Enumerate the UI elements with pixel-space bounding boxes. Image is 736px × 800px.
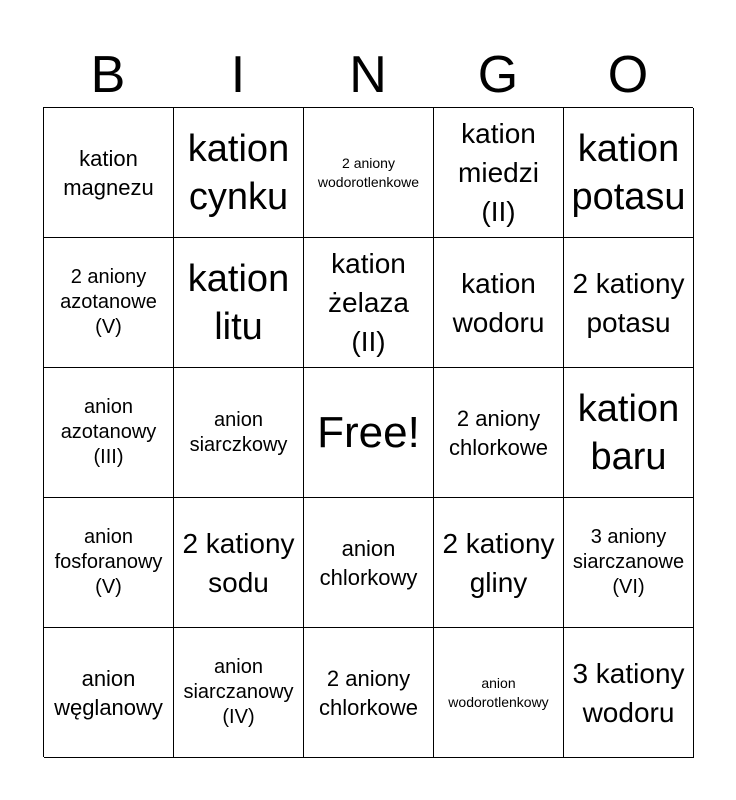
bingo-cell-r2-c2[interactable] xyxy=(174,238,304,368)
cell-text: 3 kationy wodoru xyxy=(572,657,685,728)
cell-text: 2 kationy potasu xyxy=(572,267,685,338)
cell-text: kation miedzi (II) xyxy=(458,118,539,227)
bingo-cell-r3-c1[interactable] xyxy=(44,368,174,498)
bingo-cell-r5-c1[interactable] xyxy=(44,628,174,758)
cell-text: 3 aniony siarczanowe (VI) xyxy=(572,526,685,598)
cell-text: anion wodorotlenkowy xyxy=(448,674,549,710)
cell-text: anion siarczanowy (IV) xyxy=(183,656,294,728)
cell-text: kation litu xyxy=(187,257,290,348)
cell-text: 2 kationy gliny xyxy=(442,527,555,598)
cell-text: kation cynku xyxy=(187,127,290,218)
cell-text: kation baru xyxy=(577,387,680,478)
bingo-cell-r4-c5[interactable] xyxy=(564,498,694,628)
bingo-cell-r5-c4[interactable] xyxy=(434,628,564,758)
bingo-cell-r2-c4[interactable] xyxy=(434,238,564,368)
cell-text: 2 kationy sodu xyxy=(182,527,295,598)
bingo-cell-r4-c1[interactable] xyxy=(44,498,174,628)
header-letter-g: G xyxy=(477,46,519,104)
cell-text: kation magnezu xyxy=(63,145,154,200)
cell-text: 2 aniony wodorotlenkowe xyxy=(317,154,420,190)
cell-text: kation wodoru xyxy=(452,267,545,338)
bingo-cell-r1-c2[interactable] xyxy=(174,108,304,238)
cell-text: anion chlorkowy xyxy=(319,535,418,590)
bingo-card xyxy=(43,107,693,757)
bingo-cell-r4-c4[interactable] xyxy=(434,498,564,628)
header-letter-o: O xyxy=(607,46,649,104)
header-letter-i: I xyxy=(230,46,246,104)
bingo-cell-r1-c1[interactable] xyxy=(44,108,174,238)
cell-text: anion siarczkowy xyxy=(189,408,288,456)
cell-text: anion węglanowy xyxy=(54,665,163,720)
bingo-cell-r1-c4[interactable] xyxy=(434,108,564,238)
bingo-cell-r5-c3[interactable] xyxy=(304,628,434,758)
cell-text: 2 aniony chlorkowe xyxy=(318,665,419,720)
bingo-cell-r2-c3[interactable] xyxy=(304,238,434,368)
bingo-cell-r3-c5[interactable] xyxy=(564,368,694,498)
bingo-cell-r4-c3[interactable] xyxy=(304,498,434,628)
free-space-cell[interactable] xyxy=(304,368,434,498)
bingo-cell-r5-c2[interactable] xyxy=(174,628,304,758)
bingo-cell-r2-c5[interactable] xyxy=(564,238,694,368)
bingo-cell-r3-c2[interactable] xyxy=(174,368,304,498)
bingo-cell-r5-c5[interactable] xyxy=(564,628,694,758)
cell-text: anion fosforanowy (V) xyxy=(54,526,163,598)
bingo-cell-r3-c4[interactable] xyxy=(434,368,564,498)
free-space-text: Free! xyxy=(317,407,420,457)
bingo-cell-r1-c5[interactable] xyxy=(564,108,694,238)
bingo-cell-r1-c3[interactable] xyxy=(304,108,434,238)
header-letter-b: B xyxy=(90,46,126,104)
cell-text: kation żelaza (II) xyxy=(328,248,409,357)
cell-text: 2 aniony chlorkowe xyxy=(448,405,549,460)
bingo-cell-r4-c2[interactable] xyxy=(174,498,304,628)
cell-text: kation potasu xyxy=(571,127,686,218)
bingo-cell-r2-c1[interactable] xyxy=(44,238,174,368)
cell-text: 2 aniony azotanowe (V) xyxy=(60,266,157,338)
cell-text: anion azotanowy (III) xyxy=(60,396,157,468)
bingo-header xyxy=(43,44,693,106)
header-letter-n: N xyxy=(349,46,387,104)
